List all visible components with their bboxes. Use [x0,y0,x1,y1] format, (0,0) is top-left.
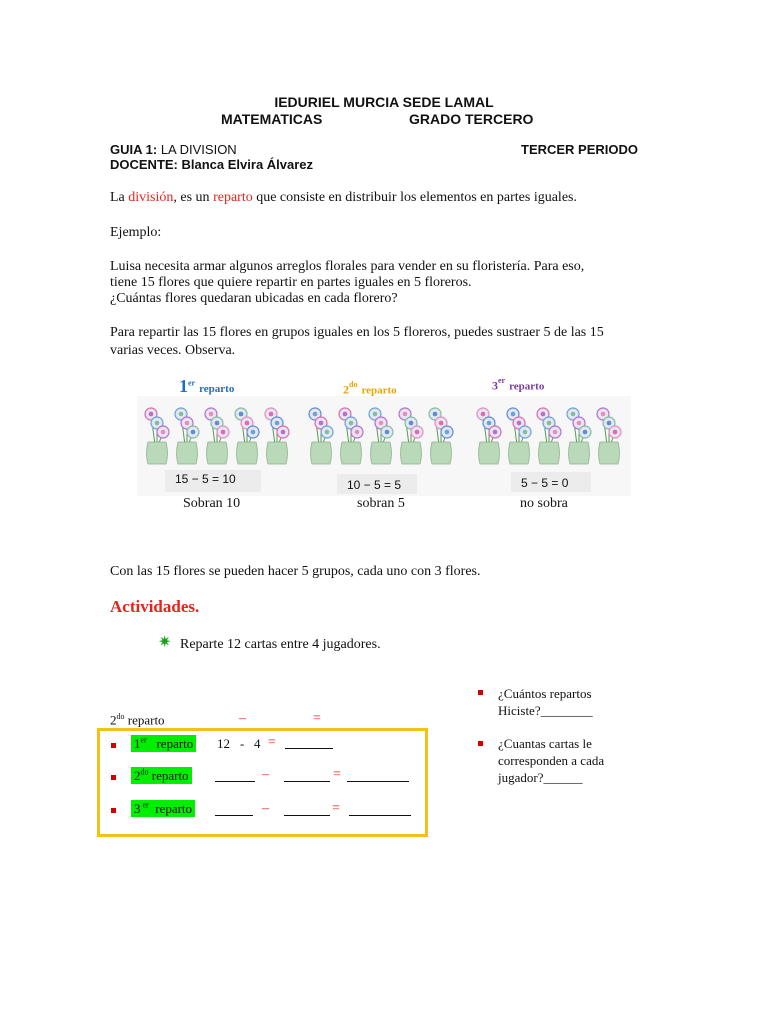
row-3-equals: = [332,801,340,816]
loose-row-sup: do [116,712,125,721]
row-3-word: reparto [155,801,193,817]
flower-center [409,421,414,426]
flower-center [275,421,280,426]
group-1-caption: Sobran 10 [183,496,241,511]
activity-task: Reparte 12 cartas entre 4 jugadores. [180,637,381,652]
row-2-operator: – [262,767,269,782]
group-3-sup: er [498,376,506,385]
question-1-line: Hiciste?________ [498,703,593,718]
group-2-number: 2 [343,382,349,397]
group-3-number: 3 [492,378,498,393]
question-2 [498,735,604,786]
vase-icon [177,442,198,464]
guide-line [110,142,237,157]
question-2-bullet-icon [478,741,483,746]
flower-center [343,412,348,417]
loose-row-number: 2 [110,712,117,728]
flower-center [607,421,612,426]
definition-part: , es un [173,190,214,205]
loose-row-label [110,712,165,728]
flower-center [511,412,516,417]
flower-center [239,412,244,417]
flower-center [161,430,166,435]
row-2-blank-b[interactable] [284,769,330,782]
flower-center [553,430,558,435]
flower-center [325,430,330,435]
group-2-word: reparto [361,384,397,397]
row-3-bullet-icon [111,808,116,813]
vase-icon [311,442,332,464]
flower-center [215,421,220,426]
row-1-bullet-icon [111,743,116,748]
teacher-label: DOCENTE: [110,157,178,172]
group-3-label [492,376,544,394]
flower-center [385,430,390,435]
conclusion-text: Con las 15 flores se pueden hacer 5 grupos, cada uno con 3 flores. [110,564,481,579]
flower-center [523,430,528,435]
group-1-label [179,376,234,397]
flower-center [583,430,588,435]
group-3-caption: no sobra [520,496,568,511]
flower-center [439,421,444,426]
row-1-label [131,736,196,752]
row-1-operand-a: 12 [217,736,230,751]
flower-center [445,430,450,435]
flower-center [373,412,378,417]
question-2-line: jugador?______ [498,770,583,785]
row-1-number: 1 [134,736,141,752]
flower-center [577,421,582,426]
guide-label: GUIA 1: [110,142,158,157]
flower-center [313,412,318,417]
flower-center [349,421,354,426]
question-1-line: ¿Cuántos repartos [498,686,592,701]
row-2-word: reparto [151,768,189,784]
row-3-sup: er [140,801,149,810]
example-label: Ejemplo: [110,225,162,240]
row-3-answer-blank[interactable] [349,803,411,816]
definition-part: La [110,190,129,205]
row-3-blank-b[interactable] [284,803,330,816]
row-1-word: reparto [156,736,194,752]
period-label: TERCER PERIODO [521,142,639,157]
guide-title: LA DIVISION [160,142,237,157]
flower-center [209,412,214,417]
star-bullet-icon: ✷ [158,634,172,651]
example-paragraph: Para repartir las 15 flores en grupos iguales en los 5 floreros, puedes sustraer 5 de las 15 [110,325,604,340]
row-2-equals: = [333,767,341,782]
flower-center [269,412,274,417]
group-3-word: reparto [509,380,545,393]
question-2-line: ¿Cuantas cartas le [498,736,592,751]
vase-icon [509,442,530,464]
example-line: tiene 15 flores que quiere repartir en partes iguales en 5 floreros. [110,275,472,290]
vase-icon [147,442,168,464]
row-2-label [131,768,192,784]
flower-center [487,421,492,426]
flower-center [245,421,250,426]
vase-icon [267,442,288,464]
flower-center [493,430,498,435]
question-1 [498,685,593,719]
flower-center [251,430,256,435]
school-title: IEDURIEL MURCIA SEDE LAMAL [274,94,494,110]
flower-center [221,430,226,435]
vase-icon [401,442,422,464]
loose-row-equals: = [313,711,321,726]
vase-icon [237,442,258,464]
flower-center [191,430,196,435]
group-2-sup: do [349,380,358,389]
row-2-blank-a[interactable] [215,769,255,782]
row-2-answer-blank[interactable] [347,769,409,782]
definition-keyword-reparto: reparto [213,190,253,205]
vase-icon [341,442,362,464]
row-2-bullet-icon [111,775,116,780]
flower-center [403,412,408,417]
grade-title: GRADO TERCERO [409,111,534,127]
example-question: ¿Cuántas flores quedaran ubicadas en cada florero? [110,291,398,306]
flower-center [281,430,286,435]
vase-icon [479,442,500,464]
row-1-operand-b: 4 [254,736,261,751]
flower-center [481,412,486,417]
vase-icon [371,442,392,464]
vase-icon [599,442,620,464]
flower-center [185,421,190,426]
row-3-number: 3 [134,801,141,817]
teacher-line [110,157,313,172]
row-2-number: 2 [134,768,141,784]
flower-center [517,421,522,426]
flower-center [179,412,184,417]
group-1-equation: 15 − 5 = 10 [175,472,236,486]
row-1-sup: er [140,736,147,745]
row-2-sup: do [140,768,149,777]
flower-center [355,430,360,435]
vase-icon [431,442,452,464]
group-2-caption: sobran 5 [357,496,405,511]
group-1-word: reparto [199,383,235,395]
flower-center [571,412,576,417]
group-1-sup: er [188,378,196,388]
flower-center [601,412,606,417]
row-3-operator: – [262,801,269,816]
row-1-operator: - [240,736,245,751]
definition-part: que consiste en distribuir los elementos en partes iguales. [252,190,577,205]
activities-title: Actividades. [110,597,200,616]
row-3-label [131,801,195,817]
group-1-number: 1 [179,376,188,396]
flower-center [319,421,324,426]
group-3-equation: 5 − 5 = 0 [521,476,569,490]
definition-keyword-division: división [128,190,174,205]
flower-center [415,430,420,435]
group-2-equation: 10 − 5 = 5 [347,478,402,492]
question-2-line: corresponden a cada [498,753,605,768]
flower-center [541,412,546,417]
subject-title: MATEMATICAS [221,111,323,127]
question-1-bullet-icon [478,690,483,695]
loose-row-minus: – [239,711,246,726]
row-1-equals: = [268,735,276,750]
row-1-answer-blank[interactable] [285,736,333,749]
flower-center [149,412,154,417]
definition-text [110,190,577,206]
flower-center [547,421,552,426]
vase-icon [539,442,560,464]
row-3-blank-a[interactable] [215,803,253,816]
example-paragraph: varias veces. Observa. [110,343,236,358]
flower-center [613,430,618,435]
loose-row-word: reparto [127,712,165,728]
flower-figure [137,374,631,496]
flower-center [379,421,384,426]
flower-center [155,421,160,426]
example-line: Luisa necesita armar algunos arreglos florales para vender en su floristería. Para eso, [110,259,585,274]
teacher-name: Blanca Elvira Álvarez [181,157,314,172]
vase-icon [207,442,228,464]
flower-center [433,412,438,417]
vase-icon [569,442,590,464]
